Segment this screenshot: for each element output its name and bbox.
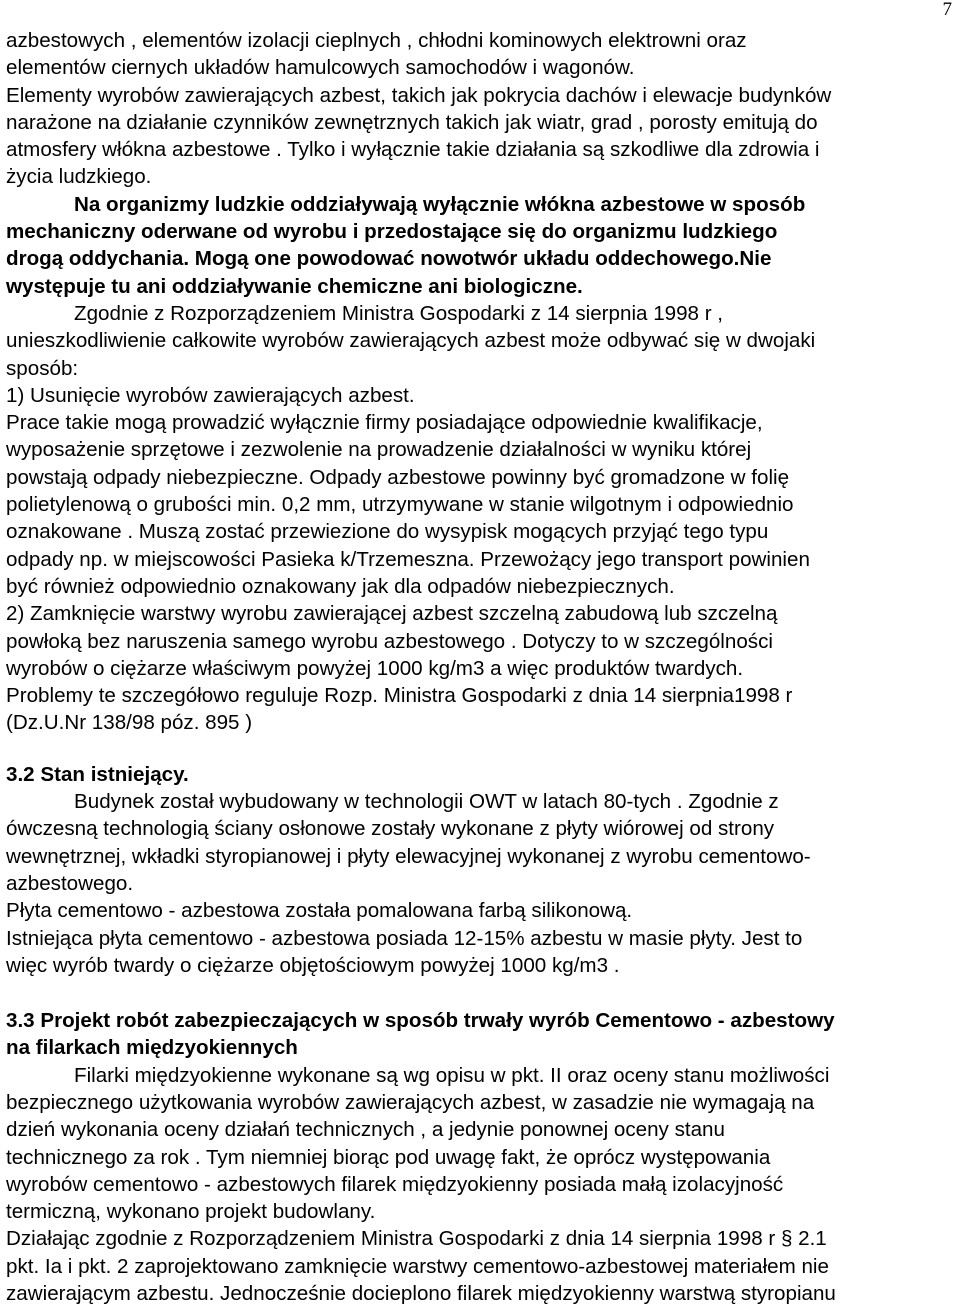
text-line: sposób: (6, 356, 79, 380)
section-heading: 3.3 Projekt robót zabezpieczających w sposób trwały wyrób Cementowo - azbestowy (6, 1009, 835, 1033)
text-line: unieszkodliwienie całkowite wyrobów zawierających azbest może odbywać się w dwojaki (6, 329, 816, 353)
spacer (6, 979, 958, 1007)
bold-text-line: drogą oddychania. Mogą one powodować nowotwór układu oddechowego.Nie (6, 247, 772, 271)
text-line: Budynek został wybudowany w technologii OWT w latach 80-tych . Zgodnie z (74, 790, 779, 814)
page-number: 7 (942, 0, 952, 20)
spacer (6, 737, 958, 761)
text-line: Elementy wyrobów zawierających azbest, takich jak pokrycia dachów i elewacje budynków (6, 83, 832, 107)
text-line: Filarki międzyokienne wykonane są wg opisu w pkt. II oraz oceny stanu możliwości (74, 1063, 830, 1087)
text-line: azbestowego. (6, 871, 134, 895)
text-line: elementów ciernych układów hamulcowych samochodów i wagonów. (6, 56, 635, 80)
text-line: Problemy te szczegółowo reguluje Rozp. Ministra Gospodarki z dnia 14 sierpnia1998 r (6, 684, 793, 708)
bold-text-line: Na organizmy ludzkie oddziaływają wyłącznie włókna azbestowe w sposób (74, 192, 806, 216)
text-line: pkt. Ia i pkt. 2 zaprojektowano zamknięcie warstwy cementowo-azbestowej materiałem nie (6, 1254, 829, 1278)
section-heading: 3.2 Stan istniejący. (6, 762, 189, 786)
document-body (6, 27, 958, 1307)
text-line: życia ludzkiego. (6, 165, 152, 189)
text-line: Płyta cementowo - azbestowa została pomalowana farbą silikonową. (6, 899, 633, 923)
text-line: ówczesną technologią ściany osłonowe zostały wykonane z płyty wiórowej od strony (6, 817, 775, 841)
text-line: technicznego za rok . Tym niemniej biorąc pod uwagę fakt, że oprócz występowania (6, 1145, 771, 1169)
text-line: powstają odpady niebezpieczne. Odpady azbestowe powinny być gromadzone w folię (6, 465, 790, 489)
section-heading: na filarkach międzyokiennych (6, 1036, 298, 1060)
text-line: być również odpowiednio oznakowany jak dla odpadów niebezpiecznych. (6, 574, 675, 598)
bold-text-line: mechaniczny oderwane od wyrobu i przedostające się do organizmu ludzkiego (6, 220, 778, 244)
text-line: 1) Usunięcie wyrobów zawierających azbest. (6, 383, 415, 407)
text-line: więc wyrób twardy o ciężarze objętościowym powyżej 1000 kg/m3 . (6, 953, 620, 977)
text-line: narażone na działanie czynników zewnętrznych takich jak wiatr, grad , porosty emitują do (6, 110, 818, 134)
text-line: 2) Zamknięcie warstwy wyrobu zawierającej azbest szczelną zabudową lub szczelną (6, 602, 778, 626)
text-line: Działając zgodnie z Rozporządzeniem Ministra Gospodarki z dnia 14 sierpnia 1998 r § 2.1 (6, 1227, 827, 1251)
text-line: polietylenową o grubości min. 0,2 mm, utrzymywane w stanie wilgotnym i odpowiednio (6, 493, 794, 517)
text-line: wyposażenie sprzętowe i zezwolenie na prowadzenie działalności w wyniku której (6, 438, 752, 462)
text-line: termiczną, wykonano projekt budowlany. (6, 1200, 376, 1224)
bold-text-line: występuje tu ani oddziaływanie chemiczne ani biologiczne. (6, 274, 583, 298)
text-line: wewnętrznej, wkładki styropianowej i płyty elewacyjnej wykonanej z wyrobu cementowo- (6, 844, 811, 868)
text-line: zawierającym azbestu. Jednocześnie docieplono filarek międzyokienny warstwą styropianu (6, 1282, 836, 1306)
text-line: (Dz.U.Nr 138/98 póz. 895 ) (6, 711, 253, 735)
text-line: powłoką bez naruszenia samego wyrobu azbestowego . Dotyczy to w szczególności (6, 629, 773, 653)
text-line: odpady np. w miejscowości Pasieka k/Trzemeszna. Przewożący jego transport powinien (6, 547, 810, 571)
text-line: Istniejąca płyta cementowo - azbestowa posiada 12-15% azbestu w masie płyty. Jest to (6, 926, 803, 950)
text-line: Zgodnie z Rozporządzeniem Ministra Gospodarki z 14 sierpnia 1998 r , (74, 301, 724, 325)
text-line: bezpiecznego użytkowania wyrobów zawierających azbest, w zasadzie nie wymagają na (6, 1090, 815, 1114)
text-line: wyrobów cementowo - azbestowych filarek międzyokienny posiada małą izolacyjność (6, 1172, 784, 1196)
text-line: wyrobów o ciężarze właściwym powyżej 1000 kg/m3 a więc produktów twardych. (6, 656, 744, 680)
text-line: oznakowane . Muszą zostać przewiezione do wysypisk mogących przyjąć tego typu (6, 520, 769, 544)
text-line: atmosfery włókna azbestowe . Tylko i wyłącznie takie działania są szkodliwe dla zdrowia i (6, 138, 820, 162)
text-line: azbestowych , elementów izolacji cieplnych , chłodni kominowych elektrowni oraz (6, 29, 747, 52)
text-line: Prace takie mogą prowadzić wyłącznie firmy posiadające odpowiednie kwalifikacje, (6, 411, 763, 435)
text-line: dzień wykonania oceny działań technicznych , a jedynie ponownej oceny stanu (6, 1118, 725, 1142)
